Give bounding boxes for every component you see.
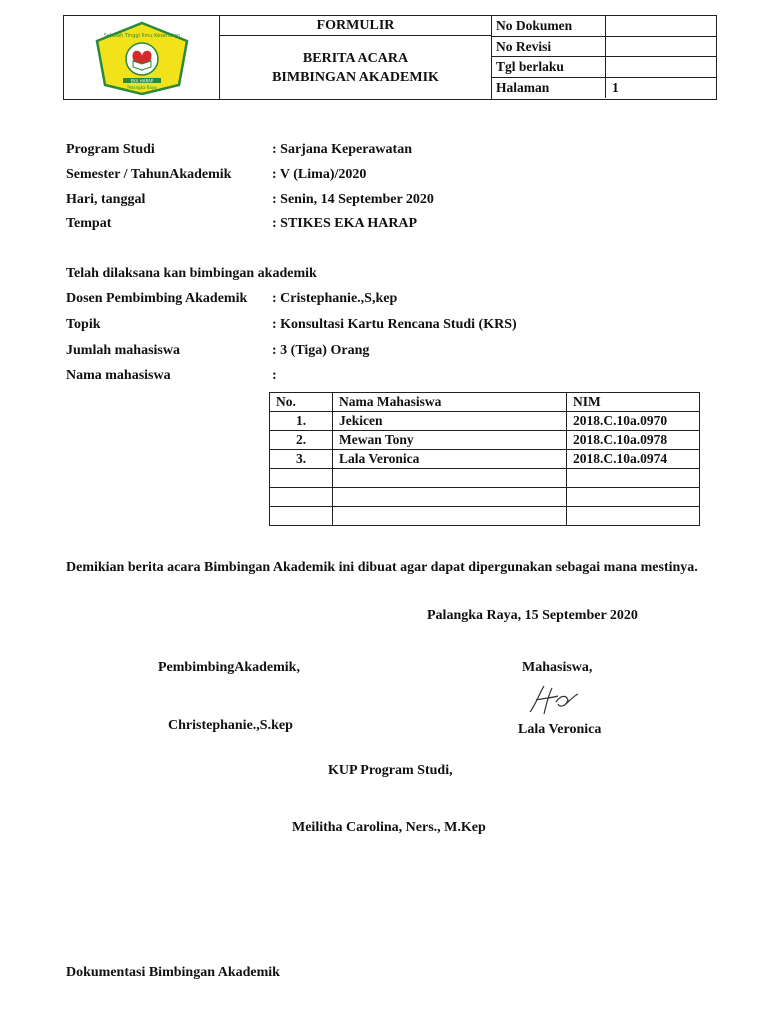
advisor-title: PembimbingAkademik, bbox=[158, 660, 300, 675]
meta-label: No Dokumen bbox=[492, 16, 606, 36]
meta-row-halaman bbox=[492, 78, 716, 99]
info-value: : 3 (Tiga) Orang bbox=[272, 343, 370, 358]
advisor-name: Christephanie.,S.kep bbox=[168, 718, 293, 733]
cell-nim: 2018.C.10a.0970 bbox=[567, 412, 700, 431]
cell-nama: Jekicen bbox=[333, 412, 567, 431]
closing-paragraph: Demikian berita acara Bimbingan Akademik ini dibuat agar dapat dipergunakan sebagai mana mestinya. bbox=[66, 560, 698, 575]
cell-nim: 2018.C.10a.0974 bbox=[567, 450, 700, 469]
cell-no bbox=[270, 469, 333, 488]
header-nim: NIM bbox=[567, 393, 700, 412]
info-value: : Senin, 14 September 2020 bbox=[272, 192, 434, 207]
cell-no: 1. bbox=[270, 412, 333, 431]
info-value: : V (Lima)/2020 bbox=[272, 167, 367, 182]
meta-value bbox=[606, 16, 612, 36]
students-table bbox=[269, 392, 700, 526]
logo-text-top: Sekolah Tinggi Ilmu Kesehatan bbox=[103, 32, 180, 39]
cell-no bbox=[270, 507, 333, 526]
info-value: : STIKES EKA HARAP bbox=[272, 216, 418, 231]
documentation-heading: Dokumentasi Bimbingan Akademik bbox=[66, 965, 280, 980]
meta-value bbox=[606, 37, 612, 57]
cell-nim bbox=[567, 488, 700, 507]
form-header bbox=[63, 15, 717, 100]
table-row-empty bbox=[270, 507, 700, 526]
info-label: Jumlah mahasiswa bbox=[66, 343, 180, 358]
info-label: Dosen Pembimbing Akademik bbox=[66, 291, 248, 306]
student-name: Lala Veronica bbox=[518, 722, 602, 737]
document-meta bbox=[492, 16, 716, 99]
table-row bbox=[270, 412, 700, 431]
cell-nim bbox=[567, 507, 700, 526]
cell-nama bbox=[333, 488, 567, 507]
institution-logo bbox=[93, 21, 191, 95]
info-value: : Cristephanie.,S,kep bbox=[272, 291, 398, 306]
header-nama: Nama Mahasiswa bbox=[333, 393, 567, 412]
logo-text-bottom: Palangka Raya bbox=[126, 84, 157, 90]
table-row-empty bbox=[270, 469, 700, 488]
document-title-line1: BERITA ACARA bbox=[302, 51, 409, 66]
logo-cell bbox=[64, 16, 220, 99]
place-date: Palangka Raya, 15 September 2020 bbox=[427, 608, 638, 623]
kup-title: KUP Program Studi, bbox=[328, 763, 453, 778]
logo-text-mid: EKA HARAP bbox=[130, 78, 153, 83]
cell-nim bbox=[567, 469, 700, 488]
intro-text: Telah dilaksana kan bimbingan akademik bbox=[66, 266, 317, 281]
cell-no bbox=[270, 488, 333, 507]
document-title-line2: BIMBINGAN AKADEMIK bbox=[272, 70, 439, 85]
student-title: Mahasiswa, bbox=[522, 660, 593, 675]
cell-nama bbox=[333, 507, 567, 526]
meta-row-no-dokumen bbox=[492, 16, 716, 37]
cell-no: 2. bbox=[270, 431, 333, 450]
meta-row-no-revisi bbox=[492, 37, 716, 58]
info-label: Nama mahasiswa bbox=[66, 368, 171, 383]
cell-no: 3. bbox=[270, 450, 333, 469]
info-value: : Sarjana Keperawatan bbox=[272, 142, 412, 157]
table-row-empty bbox=[270, 488, 700, 507]
meta-value: 1 bbox=[612, 79, 619, 95]
info-value: : Konsultasi Kartu Rencana Studi (KRS) bbox=[272, 317, 517, 332]
meta-value bbox=[606, 57, 612, 77]
info-label: Program Studi bbox=[66, 142, 155, 157]
cell-nama bbox=[333, 469, 567, 488]
kup-name: Meilitha Carolina, Ners., M.Kep bbox=[292, 820, 486, 835]
table-row bbox=[270, 431, 700, 450]
meta-row-tgl-berlaku bbox=[492, 57, 716, 78]
info-label: Topik bbox=[66, 317, 101, 332]
meta-label: No Revisi bbox=[492, 37, 606, 57]
table-header-row bbox=[270, 393, 700, 412]
formulir-label: FORMULIR bbox=[220, 16, 491, 36]
table-row bbox=[270, 450, 700, 469]
cell-nim: 2018.C.10a.0978 bbox=[567, 431, 700, 450]
meta-label: Tgl berlaku bbox=[492, 57, 606, 77]
meta-label: Halaman bbox=[492, 78, 606, 99]
title-cell bbox=[220, 16, 492, 99]
cell-nama: Lala Veronica bbox=[333, 450, 567, 469]
student-signature bbox=[522, 682, 582, 718]
document-title bbox=[220, 36, 491, 87]
info-label: Semester / TahunAkademik bbox=[66, 167, 232, 182]
info-value: : bbox=[272, 368, 277, 383]
cell-nama: Mewan Tony bbox=[333, 431, 567, 450]
info-label: Hari, tanggal bbox=[66, 192, 146, 207]
header-no: No. bbox=[270, 393, 333, 412]
info-label: Tempat bbox=[66, 216, 112, 231]
